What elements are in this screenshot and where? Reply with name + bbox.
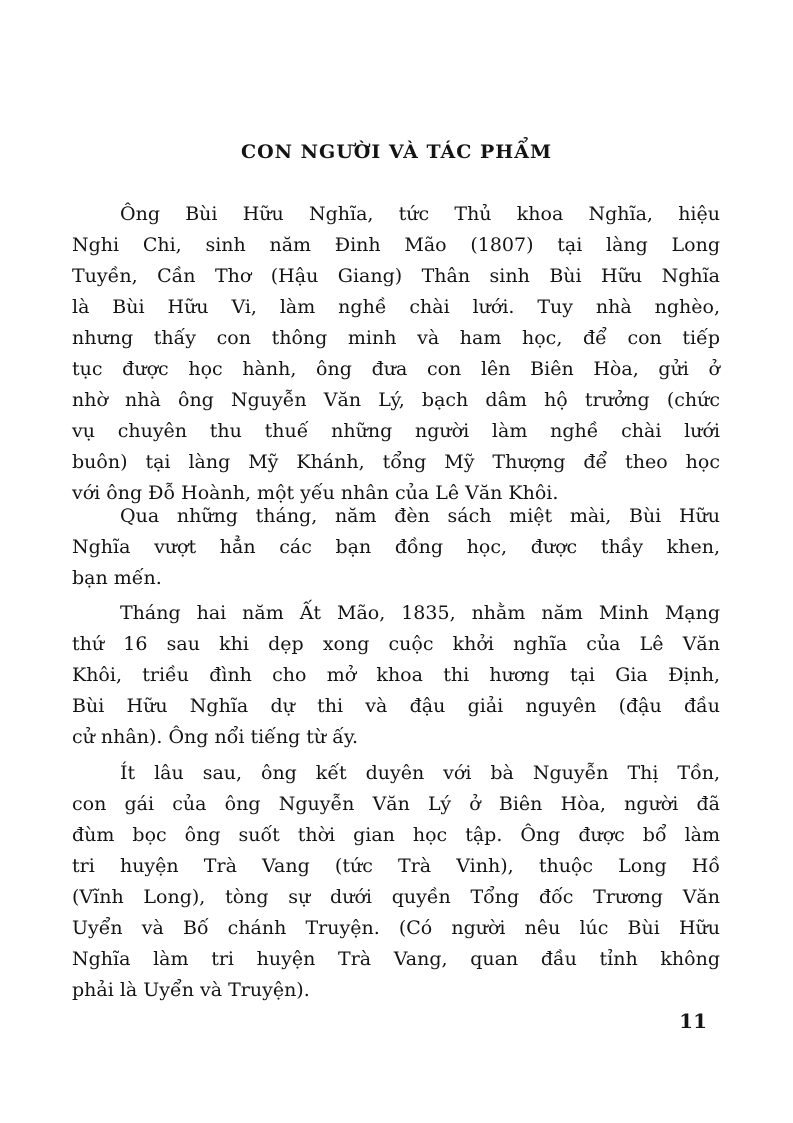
text-line: bạn mến. <box>72 567 162 589</box>
text-line: vụ chuyên thu thuế những người làm nghề chài lưới <box>72 420 720 442</box>
paragraph-3 <box>72 598 720 753</box>
paragraph-4 <box>72 758 720 1006</box>
text-line: đùm bọc ông suốt thời gian học tập. Ông được bổ làm <box>72 824 720 846</box>
text-line: Khôi, triều đình cho mở khoa thi hương tại Gia Định, <box>72 664 720 686</box>
text-line: Tuyền, Cần Thơ (Hậu Giang) Thân sinh Bùi Hữu Nghĩa <box>72 265 720 287</box>
text-line: Ông Bùi Hữu Nghĩa, tức Thủ khoa Nghĩa, hiệu <box>120 203 720 225</box>
text-line: phải là Uyển và Truyện). <box>72 979 310 1001</box>
text-line: nhưng thấy con thông minh và ham học, để con tiếp <box>72 327 720 349</box>
text-line: Bùi Hữu Nghĩa dự thi và đậu giải nguyên (đậu đầu <box>72 695 720 717</box>
text-line: Tháng hai năm Ất Mão, 1835, nhằm năm Minh Mạng <box>120 602 720 624</box>
text-line: buôn) tại làng Mỹ Khánh, tổng Mỹ Thượng để theo học <box>72 451 720 473</box>
text-line: Qua những tháng, năm đèn sách miệt mài, Bùi Hữu <box>120 505 720 527</box>
text-line: con gái của ông Nguyễn Văn Lý ở Biên Hòa, người đã <box>72 793 720 815</box>
text-line: cử nhân). Ông nổi tiếng từ ấy. <box>72 726 359 748</box>
text-line: thứ 16 sau khi dẹp xong cuộc khởi nghĩa của Lê Văn <box>72 633 720 655</box>
paragraph-2 <box>72 501 720 594</box>
text-line: (Vĩnh Long), tòng sự dưới quyền Tổng đốc Trương Văn <box>72 886 720 908</box>
text-line: Uyển và Bố chánh Truyện. (Có người nêu lúc Bùi Hữu <box>72 917 720 939</box>
text-line: Nghĩa làm tri huyện Trà Vang, quan đầu tỉnh không <box>72 948 720 970</box>
page-title: CON NGƯỜI VÀ TÁC PHẨM <box>240 141 553 163</box>
text-line: Nghĩa vượt hẳn các bạn đồng học, được thầy khen, <box>72 536 720 558</box>
paragraph-1 <box>72 199 720 509</box>
text-line: Nghi Chi, sinh năm Đinh Mão (1807) tại làng Long <box>72 234 720 256</box>
text-line: tục được học hành, ông đưa con lên Biên Hòa, gửi ở <box>72 358 720 380</box>
text-line: nhờ nhà ông Nguyễn Văn Lý, bạch dâm hộ trưởng (chức <box>72 389 720 411</box>
text-line: là Bùi Hữu Vi, làm nghề chài lưới. Tuy nhà nghèo, <box>72 296 720 318</box>
text-line: Ít lâu sau, ông kết duyên với bà Nguyễn Thị Tồn, <box>120 762 720 784</box>
page-number: 11 <box>679 1009 707 1033</box>
text-line: với ông Đỗ Hoành, một yếu nhân của Lê Văn Khôi. <box>72 482 559 504</box>
text-line: tri huyện Trà Vang (tức Trà Vinh), thuộc Long Hồ <box>72 855 720 877</box>
